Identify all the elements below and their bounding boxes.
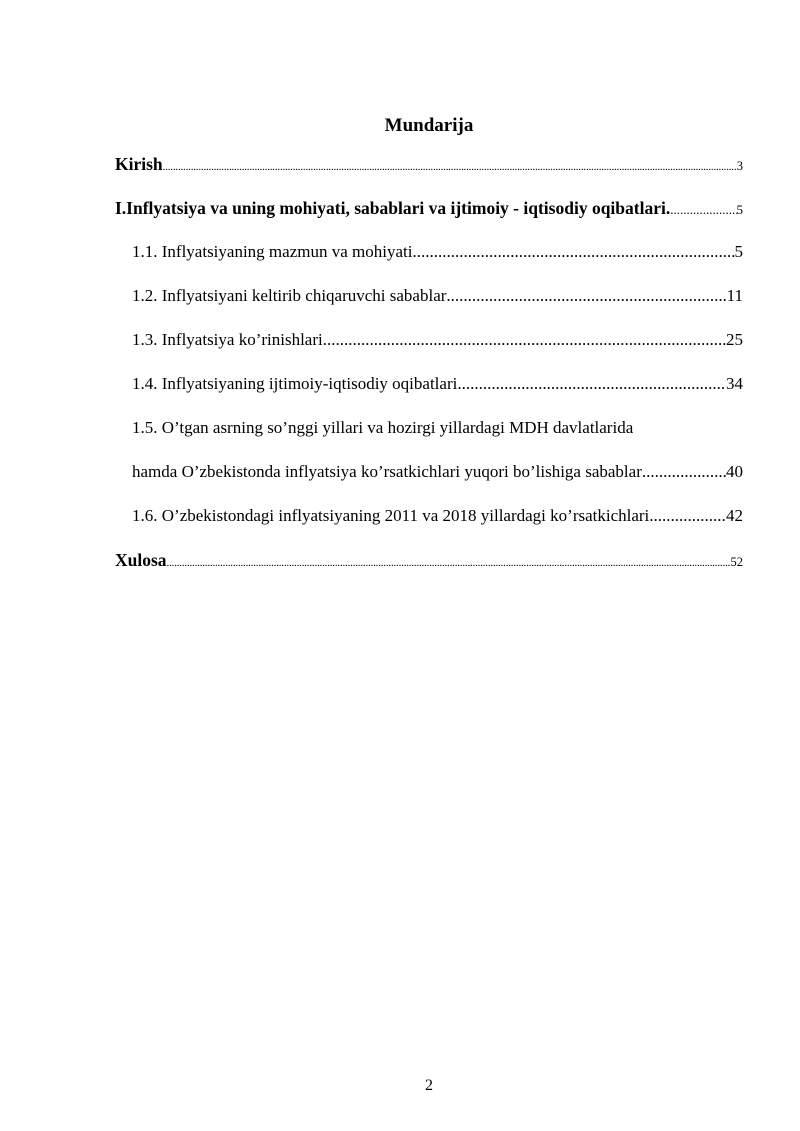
page-title: Mundarija: [384, 115, 474, 136]
toc-leader-dots: [642, 462, 726, 482]
toc-page-number: 25: [726, 330, 743, 349]
toc-leader-dots: [457, 374, 726, 394]
toc-label-line-1: 1.5. O’tgan asrning so’nggi yillari va hozirgi yillardagi MDH davlatlarida: [132, 418, 634, 437]
toc-entry-section-1-6[interactable]: [115, 506, 743, 550]
toc-leader-dots: [167, 557, 731, 569]
toc-label-line-2-row: [115, 462, 743, 506]
page-number: 2: [425, 1077, 433, 1094]
toc-label: I.Inflyatsiya va uning mohiyati, sabablari va ijtimoiy - iqtisodiy oqibatlari.: [115, 198, 671, 218]
toc-leader-dots: [670, 202, 736, 218]
toc-label: 1.6. O’zbekistondagi inflyatsiyaning 2011 va 2018 yillardagi ko’rsatkichlari: [132, 506, 650, 525]
toc-page-number: 5: [736, 202, 743, 217]
toc-page-number: 11: [726, 286, 743, 305]
toc-entry-section-1-4[interactable]: [115, 374, 743, 418]
toc-entry-section-1-3[interactable]: [115, 330, 743, 374]
toc-leader-dots: [323, 330, 726, 350]
toc-label: Kirish: [115, 154, 163, 174]
toc-page-number: 34: [726, 374, 743, 393]
table-of-contents: [115, 154, 743, 594]
toc-page-number: 42: [726, 506, 743, 525]
toc-entry-section-1-2[interactable]: [115, 286, 743, 330]
toc-label: Xulosa: [115, 550, 167, 570]
toc-entry-chapter-1[interactable]: [115, 198, 743, 242]
toc-label: 1.4. Inflyatsiyaning ijtimoiy-iqtisodiy oqibatlari: [132, 374, 458, 393]
toc-entry-xulosa[interactable]: [115, 550, 743, 594]
toc-label: 1.3. Inflyatsiya ko’rinishlari: [132, 330, 323, 349]
toc-leader-dots: [412, 242, 734, 262]
toc-page-number: 5: [734, 242, 743, 261]
toc-page-number: 3: [736, 159, 743, 173]
toc-leader-dots: [446, 286, 726, 306]
toc-page-number: 40: [726, 462, 743, 481]
toc-leader-dots: [649, 506, 726, 526]
toc-label: 1.1. Inflyatsiyaning mazmun va mohiyati: [132, 242, 413, 261]
toc-leader-dots: [163, 161, 737, 173]
toc-page-number: 52: [730, 555, 743, 569]
toc-entry-section-1-5[interactable]: [115, 418, 743, 506]
toc-entry-kirish[interactable]: [115, 154, 743, 198]
toc-label-line-2: hamda O’zbekistonda inflyatsiya ko’rsatkichlari yuqori bo’lishiga sabablar: [132, 462, 642, 481]
toc-label: 1.2. Inflyatsiyani keltirib chiqaruvchi sabablar: [132, 286, 447, 305]
toc-entry-section-1-1[interactable]: [115, 242, 743, 286]
